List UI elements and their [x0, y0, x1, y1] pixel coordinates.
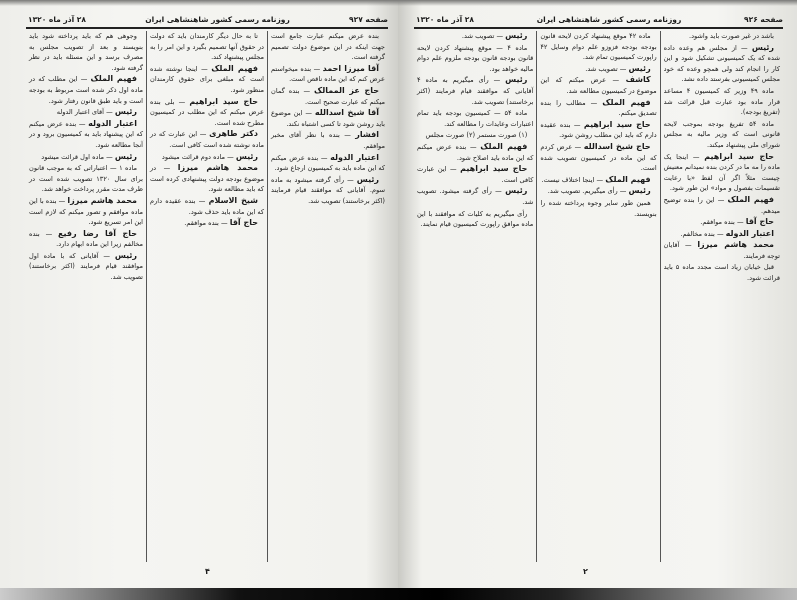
paragraph-text: — بنده مخالفم زیرا این ماده ابهام دارد. — [29, 229, 143, 249]
text-column — [536, 31, 659, 562]
speaker-name: شیخ الاسلام — [208, 195, 258, 205]
paragraph-text: — بنده عقیده دارم که این ماده باید حذف شود. — [150, 196, 264, 216]
paragraph — [540, 186, 656, 197]
paragraph-text: ماده ۵۴ — کمیسیون بودجه باید تمام اعتبارات وعایدات را مطالعه کند. — [417, 109, 534, 128]
paragraph — [540, 120, 656, 141]
paragraph-text: قبل خیابان زیاد است مجدد ماده ۵ باید قرائت شود. — [663, 263, 780, 283]
speaker-name: دکتر طاهری — [209, 129, 258, 139]
paragraph-text: — عرض کردم که این ماده در کمیسیون تصویب شده است. — [540, 142, 657, 173]
page-header — [416, 12, 783, 26]
speaker-name: رئیس — [628, 186, 651, 196]
columns — [26, 31, 388, 562]
issue-date: ۲۸ آذر ماه ۱۳۲۰ — [416, 14, 474, 24]
speaker-name: حاج سید ابراهیم — [583, 119, 651, 129]
speaker-name: حاج سید ابراهیم — [460, 164, 528, 174]
paragraph — [540, 198, 656, 219]
paragraph-text: — این عبارت کافی است. — [417, 165, 534, 184]
paragraph — [29, 74, 143, 106]
paragraph-text: باشد در غیر صورت باید واشود. — [688, 32, 774, 40]
speaker-name: حاج آقا رضا رفیع — [58, 228, 137, 238]
header-rule — [414, 27, 783, 29]
paragraph — [664, 152, 780, 194]
paragraph — [29, 163, 143, 195]
paragraph — [271, 64, 385, 85]
speaker-name: فهیم الملک — [605, 174, 651, 184]
page-number: ۴ — [205, 567, 210, 576]
page-label: صفحه ۹۲۶ — [744, 14, 783, 24]
speaker-name: حاج آقا — [229, 218, 258, 228]
speaker-name: افشار — [355, 130, 379, 140]
paragraph-text: — بنده موافقم. — [184, 219, 228, 228]
paragraph — [540, 175, 656, 186]
speaker-name: رئیس — [114, 250, 137, 260]
paragraph-text: (۱) صورت مستمر (۲) صورت مجلس — [425, 131, 528, 140]
paragraph — [150, 31, 264, 63]
paragraph-text: — بلی بنده عرض میکنم که این مطلب در کمیسیون مطرح شده است. — [150, 97, 264, 127]
paragraph — [29, 196, 143, 228]
paragraph — [29, 251, 143, 283]
speaker-name: فهیم الملک — [90, 74, 137, 84]
right-page — [398, 0, 797, 590]
paragraph-text: — بنده با نظر آقای مخبر موافقم. — [271, 131, 385, 150]
paragraph — [417, 142, 533, 163]
paragraph — [664, 31, 780, 42]
paragraph-text: — این را بنده توضیح میدهم. — [663, 195, 780, 215]
speaker-name: رئیس — [356, 174, 379, 184]
paragraph — [664, 43, 780, 85]
newspaper-title: روزنامه رسمی کشور شاهنشاهی ایران — [145, 14, 290, 24]
speaker-name: محمد هاشم میرزا — [177, 163, 258, 173]
speaker-name: اعتبار الدوله — [330, 152, 379, 162]
paragraph-text: ماده ۴۲ موقع پیشنهاد کردن لایحه قانون بودجه بودجه فزوزو علم دوام وسایل ۴۲ راپورت کمیسیون تمام شد. — [540, 32, 657, 62]
paragraph-text: — بنده مخالفم. — [680, 229, 724, 238]
paragraph — [271, 175, 385, 207]
speaker-name: فهیم الملک — [727, 194, 774, 204]
paragraph — [540, 31, 656, 63]
paragraph — [540, 142, 656, 174]
speaker-name: رئیس — [114, 107, 137, 117]
speaker-name: رئیس — [505, 186, 528, 196]
speaker-name: فهیم الملک — [480, 141, 528, 151]
text-column — [146, 31, 267, 562]
paragraph-text: — بنده عرض میکنم که این پیشنهاد باید به کمیسیون برود و در آنجا مطالعه شود. — [29, 119, 143, 149]
paragraph-text: — آقایانی که با ماده اول موافقند قیام فرمایند (اکثر برخاستند) تصویب شد. — [29, 251, 143, 282]
speaker-name: رئیس — [628, 63, 651, 73]
speaker-name: حاج سید ابراهیم — [704, 151, 774, 161]
speaker-name: اعتبار الدوله — [725, 228, 774, 238]
book-spine-shadow — [0, 588, 797, 600]
paragraph-text: — رأی میگیریم. تصویب شد. — [547, 187, 627, 196]
paragraph — [150, 152, 264, 163]
speaker-name: محمد هاشم میرزا — [67, 195, 137, 205]
paragraph-text: — بنده گمان میکنم که عبارت صحیح است. — [271, 86, 385, 106]
paragraph — [417, 108, 533, 129]
paragraph-text: بنده عرض میکنم عبارت جامع است جهت اینکه در این موضوع دولت تصمیم گرفته است. — [271, 32, 385, 62]
speaker-name: آقا میرزا احمد — [322, 63, 379, 73]
paragraph — [417, 186, 533, 207]
header-rule — [26, 27, 388, 29]
text-column — [26, 31, 146, 562]
speaker-name: رئیس — [505, 31, 528, 40]
speaker-name: رئیس — [235, 151, 258, 161]
speaker-name: حاج سید ابراهیم — [189, 96, 258, 106]
paragraph — [664, 119, 780, 151]
paragraph — [150, 218, 264, 229]
paragraph — [664, 229, 780, 240]
paragraph — [664, 240, 780, 261]
paragraph — [540, 75, 656, 96]
page-label: صفحه ۹۲۷ — [349, 14, 388, 24]
paragraph-text: — این عبارت که در ماده نوشته شده است کافی است. — [150, 130, 264, 149]
paragraph-text: — از مجلس هم وعده داده شده که یک کمیسیونی تشکیل شود و این کار را انجام کند ولی همچو وعده که خود مجلس کمیسیونی بفرستد داده نشد. — [663, 43, 780, 84]
left-page — [0, 0, 398, 590]
paragraph-text: — رأی گرفته میشود به ماده سوم. آقایانی که موافقند قیام فرمایند (اکثر برخاستند) تصویب شد. — [271, 175, 385, 205]
paragraph-text: ماده ۱ — اعتباراتی که به موجب قانون برای سال ۱۳۲۰ تصویب شده است در ظرف مدت مقرر پرداخت خواهد شد. — [29, 164, 144, 194]
issue-date: ۲۸ آذر ماه ۱۳۲۰ — [28, 14, 86, 24]
paragraph — [271, 130, 385, 151]
paragraph — [417, 31, 533, 42]
speaker-name: فهیم الملک — [602, 97, 651, 107]
paragraph-text: — تصویب شد. — [585, 64, 627, 73]
paragraph-text: همین طور سایر وجوه پرداخته شده را بنویسند. — [540, 198, 657, 218]
speaker-name: رئیس — [505, 75, 528, 85]
scan-shadow — [398, 0, 797, 6]
paragraph-text: — مطالب را بنده تصدیق میکنم. — [540, 98, 657, 118]
paragraph-text: ماده ۵۴ تفریغ بودجه بموجب لایحه قانونی است که وزیر مالیه به مجلس شورای ملی پیشنهاد میکند. — [663, 119, 780, 149]
paragraph — [29, 107, 143, 118]
paragraph-text: — بنده با این ماده موافقم و تصور میکنم که لازم است این امر تسریع شود. — [29, 196, 143, 227]
speaker-name: محمد هاشم میرزا — [697, 240, 774, 250]
speaker-name: حاج عز الممالک — [314, 85, 379, 95]
paragraph-text: — بنده عرض میکنم که این ماده باید به کمیسیون ارجاع شود. — [271, 153, 385, 173]
paragraph-text: — اینجا نوشته شده است که مبلغی برای حقوق کارمندان منظور شود. — [150, 64, 264, 94]
speaker-name: حاج آقا — [745, 217, 774, 227]
paragraph — [664, 217, 780, 228]
paragraph — [29, 119, 143, 151]
paragraph — [29, 229, 143, 250]
paragraph-text: — بنده موافقم. — [700, 218, 744, 227]
paragraph-text: ماده ۴ — موقع پیشنهاد کردن لایحه قانون بودجه قانون بودجه ملزوم علم دوام مالیه خواهد بود. — [417, 43, 534, 73]
paragraph — [540, 98, 656, 119]
paragraph-text: — این موضوع باید روشن شود تا کسی اشتباه نکند. — [271, 109, 385, 128]
paragraph-text: — رأی میگیریم به ماده ۴ آقایانی که موافقند قیام فرمایند (اکثر برخاستند) تصویب شد. — [417, 76, 534, 106]
speaker-name: حاج شیخ اسدالله — [583, 141, 651, 151]
scan-shadow — [0, 0, 398, 6]
paragraph — [271, 153, 385, 174]
text-column — [267, 31, 388, 562]
paragraph-text: رأی میگیریم به کلیات که موافقند با این ماده موافق راپورت کمیسیون قیام نمایند. — [417, 209, 534, 229]
paragraph — [150, 129, 264, 150]
paragraph-text: — بنده میخواستم عرض کنم که این ماده ناقص است. — [271, 64, 385, 84]
paragraph — [417, 164, 533, 185]
paragraph — [271, 86, 385, 107]
paragraph — [417, 130, 533, 141]
paragraph-text: — ماده اول قرائت میشود — [41, 152, 113, 161]
paragraph-text: — اینجا اختلاف نیست. — [541, 175, 604, 184]
paragraph-text: ماده ۴۹ وزیر که کمیسیون ۴ مساعد قرار ماده بود عبارت قبل قرائت شد (تفریغ بودجه). — [663, 86, 780, 117]
paragraph — [271, 108, 385, 129]
columns — [414, 31, 783, 562]
paragraph-text: تا به حال دیگر کارمندان باید که دولت در حقوق آنها تصمیم بگیرد و این امر را به مجلس پیشنهاد کند. — [150, 32, 264, 62]
speaker-name: فهیم الملک — [211, 63, 258, 73]
paragraph-text: — تصویب شد. — [461, 32, 504, 40]
paragraph-text: — عرض میکنم که این موضوع در کمیسیون مطالعه شد. — [540, 76, 657, 95]
paragraph — [540, 64, 656, 75]
paragraph — [150, 196, 264, 217]
paragraph — [271, 31, 385, 63]
speaker-name: آقا شیخ اسدالله — [314, 108, 379, 118]
paragraph-text: وجوهی هم که باید پرداخته شود باید بنویسند و بعد از تصویب مجلس به مصرف برسد و این مسئله باید در نظر گرفته شود. — [29, 32, 143, 72]
paragraph — [150, 64, 264, 96]
speaker-name: اعتبار الدوله — [88, 118, 137, 128]
paragraph — [664, 195, 780, 216]
paragraph-text: — ماده دوم قرائت میشود — [161, 152, 234, 161]
paragraph-text: — آقایان توجه فرمایند. — [663, 241, 780, 260]
paragraph — [664, 262, 780, 283]
text-column — [414, 31, 536, 562]
paragraph — [417, 209, 533, 230]
paragraph-text: — در موضوع بودجه دولت پیشنهادی کرده است که باید مطالعه شود. — [150, 164, 264, 194]
speaker-name: رئیس — [751, 42, 774, 52]
paragraph — [664, 86, 780, 118]
paragraph-text: — بنده عقیده دارم که باید این مطلب روشن شود. — [540, 120, 657, 140]
paragraph-text: — بنده عرض میکنم که این ماده باید اصلاح شود. — [417, 142, 534, 162]
text-column — [660, 31, 783, 562]
paragraph — [150, 163, 264, 195]
paragraph-text: — آقای اعتبار الدوله — [56, 108, 113, 117]
page-number: ۲ — [583, 567, 588, 576]
paragraph — [29, 152, 143, 163]
paragraph — [150, 97, 264, 129]
paragraph-text: — رأی گرفته میشود. تصویب شد. — [417, 187, 534, 206]
speaker-name: رئیس — [114, 151, 137, 161]
paragraph — [417, 43, 533, 75]
paragraph — [417, 75, 533, 107]
page-header — [28, 12, 388, 26]
paragraph-text: — اینجا یک ماده را مه ما در کردن بنده نمیدانم معنیش چیست مثلاً اگر آن لفظ «با رعایت تقسیمات بفصول و مواد» این طور شود. — [663, 152, 780, 193]
newspaper-title: روزنامه رسمی کشور شاهنشاهی ایران — [536, 14, 682, 24]
speaker-name: کاشف — [625, 75, 651, 85]
paragraph-text: — این مطلب که در ماده اول ذکر شده است مربوط به بودجه است و باید طبق قانون رفتار شود. — [29, 75, 143, 105]
paragraph — [29, 31, 143, 73]
